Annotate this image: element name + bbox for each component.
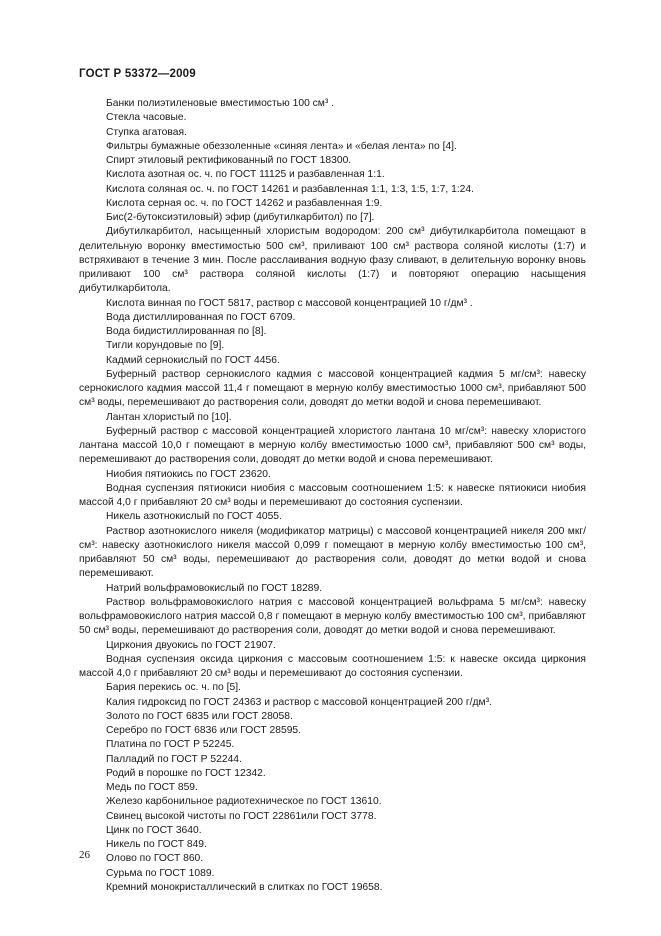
body-paragraph: Бария перекись ос. ч. по [5]. (106, 682, 241, 694)
body-paragraph: Золото по ГОСТ 6835 или ГОСТ 28058. (106, 710, 293, 722)
body-paragraph: Натрий вольфрамовокислый по ГОСТ 18289. (106, 582, 323, 594)
body-paragraph: Лантан хлористый по [10]. (106, 411, 232, 423)
body-paragraph: Стекла часовые. (106, 112, 187, 124)
body-paragraph: Калия гидроксид по ГОСТ 24363 и раствор с массовой концентрацией 200 г/дм³. (106, 696, 492, 708)
body-paragraph: Водная суспензия пятиокиси ниобия с массовым соотношением 1:5: к навеске пятиокиси ниобия массой 4,0 г прибавляют 20 см³ воды и перемешивают до состояния суспензии. (79, 482, 586, 508)
body-paragraph: Олово по ГОСТ 860. (106, 853, 204, 865)
body-paragraph: Кислота соляная ос. ч. по ГОСТ 14261 и разбавленная 1:1, 1:3, 1:5, 1:7, 1:24. (106, 183, 474, 195)
body-paragraph: Медь по ГОСТ 859. (106, 782, 198, 793)
body-paragraph: Железо карбонильное радиотехническое по ГОСТ 13610. (106, 796, 382, 808)
body-paragraph: Банки полиэтиленовые вместимостью 100 см³ . (106, 98, 335, 109)
body-paragraph: Родий в порошке по ГОСТ 12342. (106, 767, 266, 779)
body-paragraph: Никель по ГОСТ 849. (106, 839, 207, 850)
body-paragraph: Тигли корундовые по [9]. (106, 340, 225, 352)
body-paragraph: Никель азотнокислый по ГОСТ 4055. (106, 511, 282, 523)
body-paragraph: Буферный раствор с массовой концентрацией хлористого лантана 10 мг/см³: навеску хлористого лантана массой 10,0 г помещают в мерную колбу вместимостью 1000 см³, прибавляют 500 см³ воды, перемешивают до растворения соли, доводят до метки водой и снова перемешивают. (79, 425, 586, 466)
body-paragraph: Вода дистиллированная по ГОСТ 6709. (106, 311, 296, 323)
body-paragraph: Ступка агатовая. (106, 126, 187, 138)
body-paragraph: Раствор вольфрамовокислого натрия с массовой концентрацией вольфрама 5 мг/см³: навеску вольфрамовокислого натрия массой 0,8 г помещают в мерную колбу вместимостью 100 см³, прибавляют 50 см³ воды, перемешивают до растворения соли, доводят до метки водой и снова перемешивают. (79, 596, 586, 637)
body-paragraph: Кислота винная по ГОСТ 5817, раствор с массовой концентрацией 10 г/дм³ . (106, 297, 473, 309)
body-paragraph: Платина по ГОСТ Р 52245. (106, 739, 235, 751)
body-paragraph: Спирт этиловый ректификованный по ГОСТ 18300. (106, 155, 352, 166)
page-number: 26 (79, 849, 90, 861)
body-paragraph: Раствор азотнокислого никеля (модификатор матрицы) с массовой концентрацией никеля 200 мкг/см³: навеску азотнокислого никеля массой 0,099 г помещают в мерную колбу вместимостью 100 см³, прибавляют 50 см³ воды, перемешивают до растворения соли, доводят до метки водой и снова перемешивают. (79, 525, 586, 580)
body-paragraph: Серебро по ГОСТ 6836 или ГОСТ 28595. (106, 725, 302, 736)
body-paragraph: Кислота серная ос. ч. по ГОСТ 14262 и разбавленная 1:9. (106, 197, 383, 209)
document-header: ГОСТ Р 53372—2009 (79, 68, 196, 80)
body-paragraph: Бис(2-бутоксиэтиловый) эфир (дибутилкарбитол) по [7]. (106, 212, 375, 223)
body-paragraph: Дибутилкарбитол, насыщенный хлористым водородом: 200 см³ дибутилкарбитола помещают в делительную воронку вместимостью 500 см³, приливают 100 см³ раствора соляной кислоты (1:7) и встряхивают в течение 3 мин. После расслаивания водную фазу сливают, в делительную воронку вновь приливают 100 см³ раствора соляной кислоты (1:7) и повторяют операцию насыщения дибутилкарбитола. (79, 226, 586, 295)
body-paragraph: Кремний монокристаллический в слитках по ГОСТ 19658. (106, 881, 383, 893)
body-paragraph: Фильтры бумажные обеззоленные «синяя лента» и «белая лента» по [4]. (106, 140, 457, 152)
body-paragraph: Циркония двуокись по ГОСТ 21907. (106, 639, 276, 651)
body-paragraph: Кадмий сернокислый по ГОСТ 4456. (106, 354, 280, 366)
body-paragraph: Цинк по ГОСТ 3640. (106, 824, 202, 836)
body-paragraph: Буферный раствор сернокислого кадмия с массовой концентрацией кадмия 5 мг/см³: навеску сернокислого кадмия массой 11,4 г помещают в мерную колбу вместимостью 1000 см³, прибавляют 500 см³ воды, перемешивают до растворения соли, доводят до метки водой и снова перемешивают. (79, 368, 586, 409)
body-paragraph: Свинец высокой чистоты по ГОСТ 22861или ГОСТ 3778. (106, 810, 377, 822)
body-paragraph: Сурьма по ГОСТ 1089. (106, 867, 215, 879)
body-paragraph: Вода бидистиллированная по [8]. (106, 326, 267, 337)
body-paragraph: Кислота азотная ос. ч. по ГОСТ 11125 и разбавленная 1:1. (106, 169, 385, 181)
body-paragraph: Водная суспензия оксида циркония с массовым соотношением 1:5: к навеске оксида циркония массой 4,0 г прибавляют 20 см³ воды и перемешивают до состояния суспензии. (79, 653, 586, 679)
body-paragraph: Палладий по ГОСТ Р 52244. (106, 753, 242, 765)
document-body (79, 97, 586, 895)
body-paragraph: Ниобия пятиокись по ГОСТ 23620. (106, 468, 271, 480)
